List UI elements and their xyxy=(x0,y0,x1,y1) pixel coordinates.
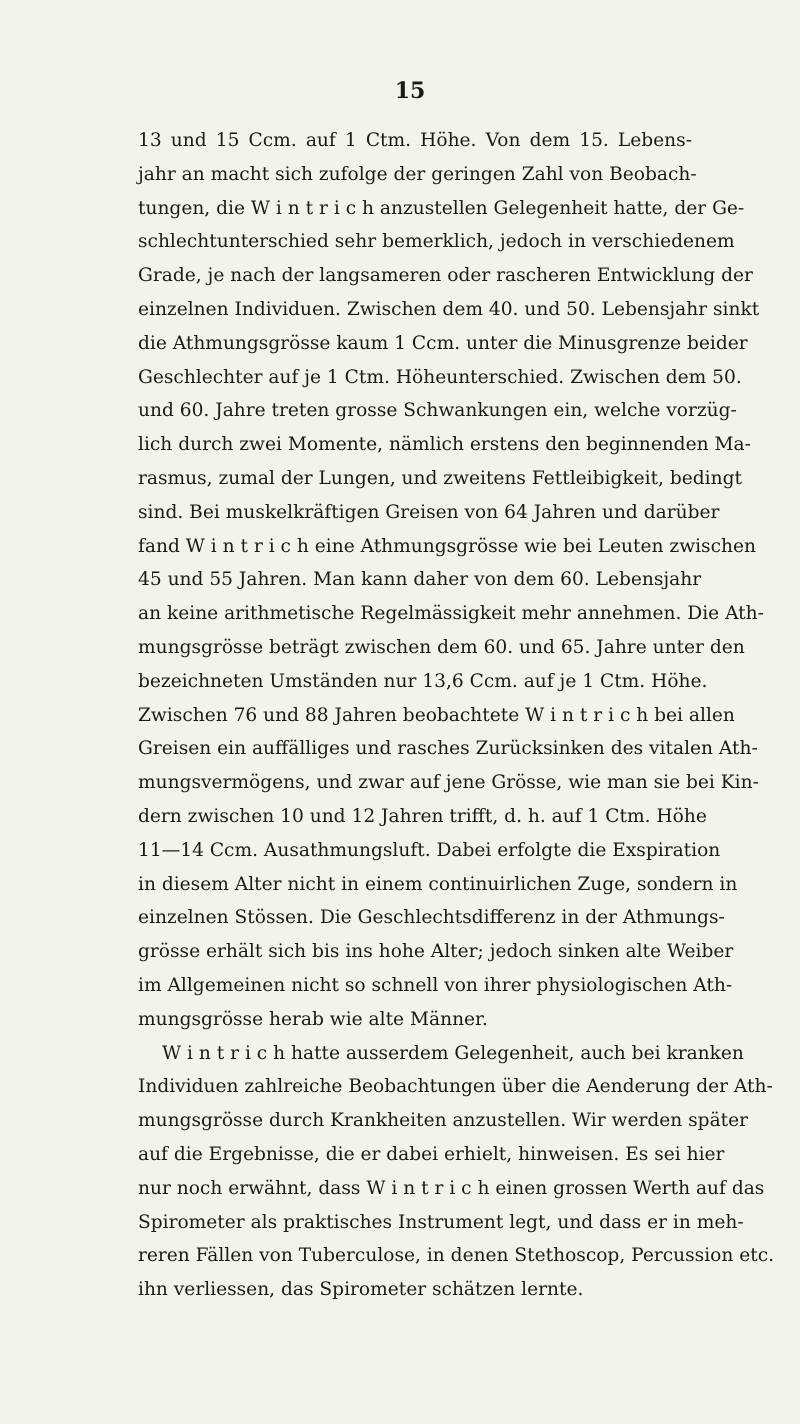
text-line: reren Fällen von Tuberculose, in denen Stethoscop, Percussion etc. xyxy=(138,1245,775,1267)
text-line: im Allgemeinen nicht so schnell von ihrer physiologischen Ath- xyxy=(138,974,733,996)
text-line: Grade, je nach der langsameren oder rascheren Entwicklung der xyxy=(138,265,753,287)
text-line: rasmus, zumal der Lungen, und zweitens Fettleibigkeit, bedingt xyxy=(138,467,742,489)
text-line: die Athmungsgrösse kaum 1 Ccm. unter die Minusgrenze beider xyxy=(138,332,748,354)
text-line: nur noch erwähnt, dass W i n t r i c h einen grossen Werth auf das xyxy=(138,1177,765,1199)
text-line: mungsgrösse durch Krankheiten anzustellen. Wir werden später xyxy=(138,1110,749,1132)
text-line: in diesem Alter nicht in einem continuirlichen Zuge, sondern in xyxy=(138,873,738,895)
text-line: bezeichneten Umständen nur 13,6 Ccm. auf je 1 Ctm. Höhe. xyxy=(138,670,708,692)
paragraph-start-line: W i n t r i c h hatte ausserdem Gelegenheit, auch bei kranken xyxy=(162,1042,744,1064)
text-line: Individuen zahlreiche Beobachtungen über die Aenderung der Ath- xyxy=(138,1076,773,1098)
text-line: dern zwischen 10 und 12 Jahren trifft, d. h. auf 1 Ctm. Höhe xyxy=(138,805,707,827)
text-line: einzelnen Individuen. Zwischen dem 40. und 50. Lebensjahr sinkt xyxy=(138,298,760,320)
text-line: lich durch zwei Momente, nämlich erstens den beginnenden Ma- xyxy=(138,434,751,456)
text-line: 11—14 Ccm. Ausathmungsluft. Dabei erfolgte die Exspiration xyxy=(138,839,721,861)
text-line: 45 und 55 Jahren. Man kann daher von dem 60. Lebensjahr xyxy=(138,569,702,591)
text-line: tungen, die W i n t r i c h anzustellen Gelegenheit hatte, der Ge- xyxy=(138,197,745,219)
text-line: mungsgrösse beträgt zwischen dem 60. und 65. Jahre unter den xyxy=(138,636,745,658)
body-text xyxy=(138,124,775,1307)
text-line: schlechtunterschied sehr bemerklich, jedoch in verschiedenem xyxy=(138,231,735,253)
paragraph-end-line: ihn verliessen, das Spirometer schätzen lernte. xyxy=(138,1279,584,1301)
text-line: grösse erhält sich bis ins hohe Alter; jedoch sinken alte Weiber xyxy=(138,941,734,963)
text-line: Spirometer als praktisches Instrument legt, und dass er in meh- xyxy=(138,1211,744,1233)
text-line: und 60. Jahre treten grosse Schwankungen ein, welche vorzüg- xyxy=(138,400,737,422)
text-line: auf die Ergebnisse, die er dabei erhielt, hinweisen. Es sei hier xyxy=(138,1143,725,1165)
text-line: mungsvermögens, und zwar auf jene Grösse, wie man sie bei Kin- xyxy=(138,772,759,794)
page-number: 15 xyxy=(394,78,426,104)
text-line: an keine arithmetische Regelmässigkeit mehr annehmen. Die Ath- xyxy=(138,603,764,625)
text-line: fand W i n t r i c h eine Athmungsgrösse wie bei Leuten zwischen xyxy=(138,535,756,557)
text-line: Geschlechter auf je 1 Ctm. Höheunterschied. Zwischen dem 50. xyxy=(138,366,742,388)
text-line: sind. Bei muskelkräftigen Greisen von 64 Jahren und darüber xyxy=(138,501,720,523)
text-line: Greisen ein auffälliges und rasches Zurücksinken des vitalen Ath- xyxy=(138,738,758,760)
paragraph-end-line: mungsgrösse herab wie alte Männer. xyxy=(138,1008,488,1030)
text-line: einzelnen Stössen. Die Geschlechtsdifferenz in der Athmungs- xyxy=(138,907,725,929)
text-line: Zwischen 76 und 88 Jahren beobachtete W i n t r i c h bei allen xyxy=(138,704,735,726)
text-line: 13 und 15 Ccm. auf 1 Ctm. Höhe. Von dem 15. Lebens- xyxy=(138,130,692,151)
text-line: jahr an macht sich zufolge der geringen Zahl von Beobach- xyxy=(138,163,697,185)
